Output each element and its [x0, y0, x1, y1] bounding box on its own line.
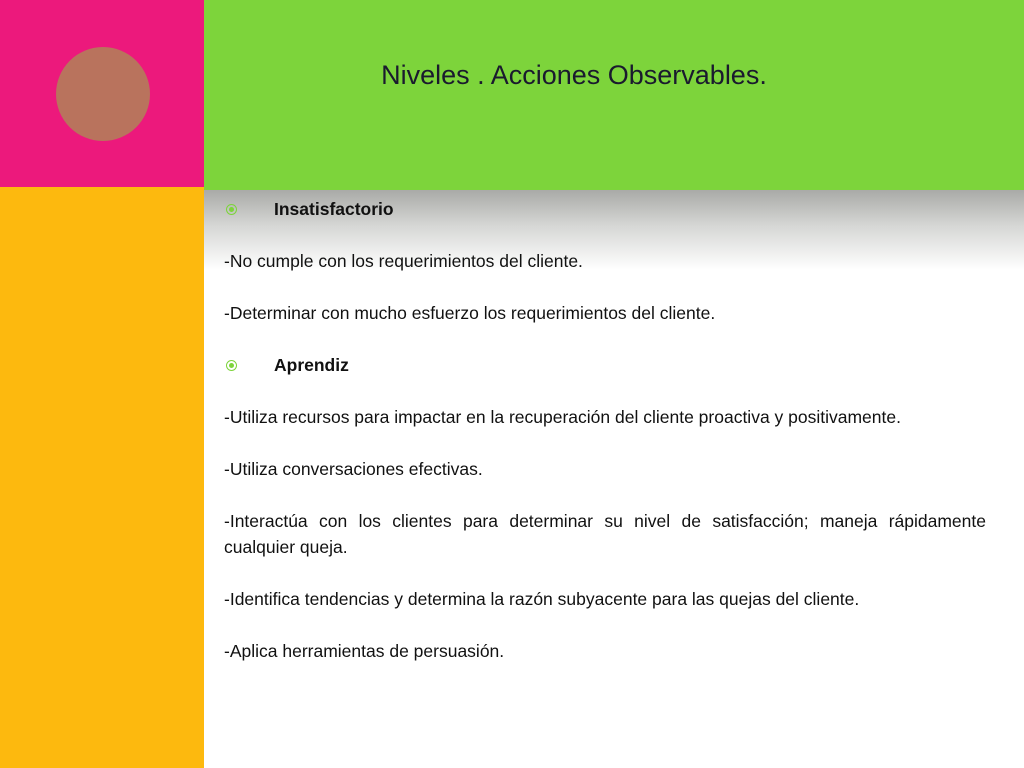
- circle-bullet-icon: [226, 360, 237, 371]
- circle-bullet-icon: [226, 204, 237, 215]
- section-heading: Aprendiz: [274, 355, 349, 375]
- slide-title: Niveles . Acciones Observables.: [381, 60, 767, 90]
- section-heading-row: [224, 352, 986, 378]
- list-item: -No cumple con los requerimientos del cliente.: [224, 251, 583, 271]
- list-item: -Determinar con mucho esfuerzo los requerimientos del cliente.: [224, 303, 716, 323]
- list-item: -Identifica tendencias y determina la razón subyacente para las quejas del cliente.: [224, 589, 860, 609]
- decorative-circle: [56, 47, 150, 141]
- section-heading: Insatisfactorio: [274, 199, 394, 219]
- side-orange-block: [0, 187, 204, 768]
- title-banner: [204, 0, 1024, 187]
- section-heading-row: [224, 196, 986, 222]
- slide-content: [224, 196, 986, 690]
- list-item: -Interactúa con los clientes para determinar su nivel de satisfacción; maneja rápidamente cualquier queja.: [224, 511, 986, 557]
- list-item: -Aplica herramientas de persuasión.: [224, 641, 505, 661]
- list-item: -Utiliza conversaciones efectivas.: [224, 459, 483, 479]
- list-item: -Utiliza recursos para impactar en la recuperación del cliente proactiva y positivamente.: [224, 407, 901, 427]
